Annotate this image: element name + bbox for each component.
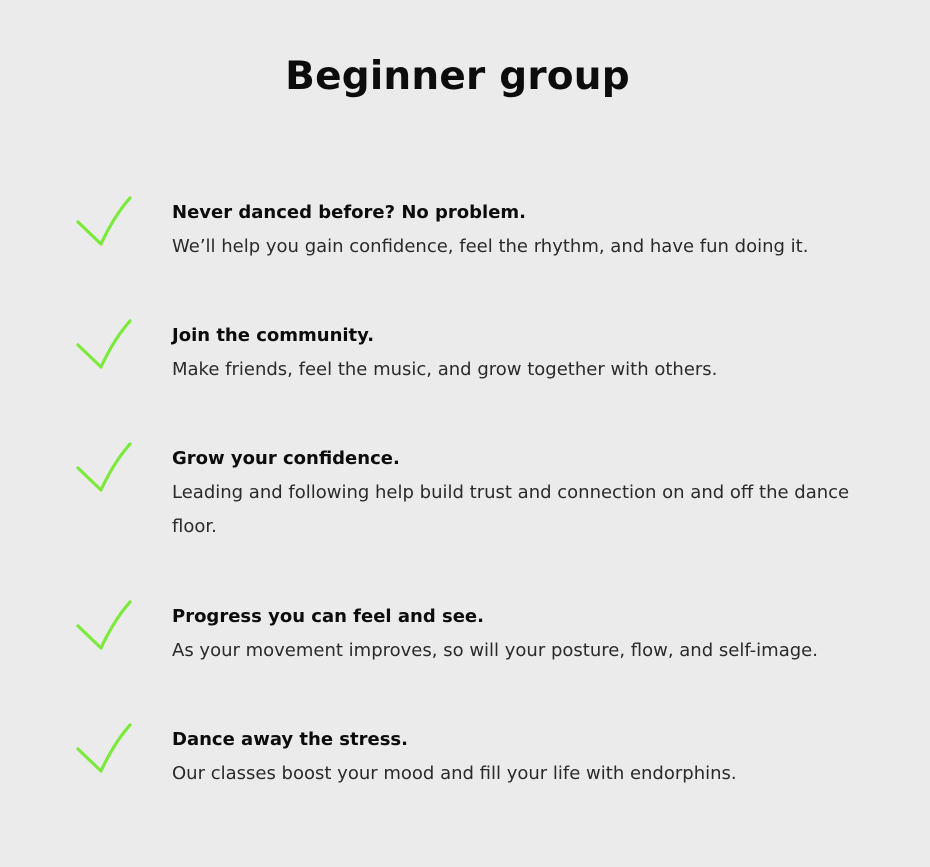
benefit-heading: Join the community. xyxy=(172,325,375,346)
benefit-text xyxy=(172,723,852,791)
benefit-text xyxy=(172,319,852,387)
benefit-heading: Progress you can feel and see. xyxy=(172,606,484,627)
checkmark-icon xyxy=(76,600,132,652)
benefit-description: Our classes boost your mood and fill your life with endorphins. xyxy=(172,763,737,784)
benefit-text xyxy=(172,442,852,544)
benefit-description: We’ll help you gain confidence, feel the rhythm, and have fun doing it. xyxy=(172,236,809,257)
benefit-text xyxy=(172,600,852,668)
benefit-description: As your movement improves, so will your posture, flow, and self-image. xyxy=(172,640,818,661)
checkmark-icon xyxy=(76,196,132,248)
page-title: Beginner group xyxy=(285,54,630,99)
benefit-heading: Dance away the stress. xyxy=(172,729,408,750)
benefit-text xyxy=(172,196,852,264)
benefit-description: Leading and following help build trust and connection on and off the dance floor. xyxy=(172,482,850,537)
benefit-heading: Grow your confidence. xyxy=(172,448,400,469)
checkmark-icon xyxy=(76,723,132,775)
checkmark-icon xyxy=(76,442,132,494)
benefit-description: Make friends, feel the music, and grow together with others. xyxy=(172,359,718,380)
benefit-heading: Never danced before? No problem. xyxy=(172,202,526,223)
checkmark-icon xyxy=(76,319,132,371)
